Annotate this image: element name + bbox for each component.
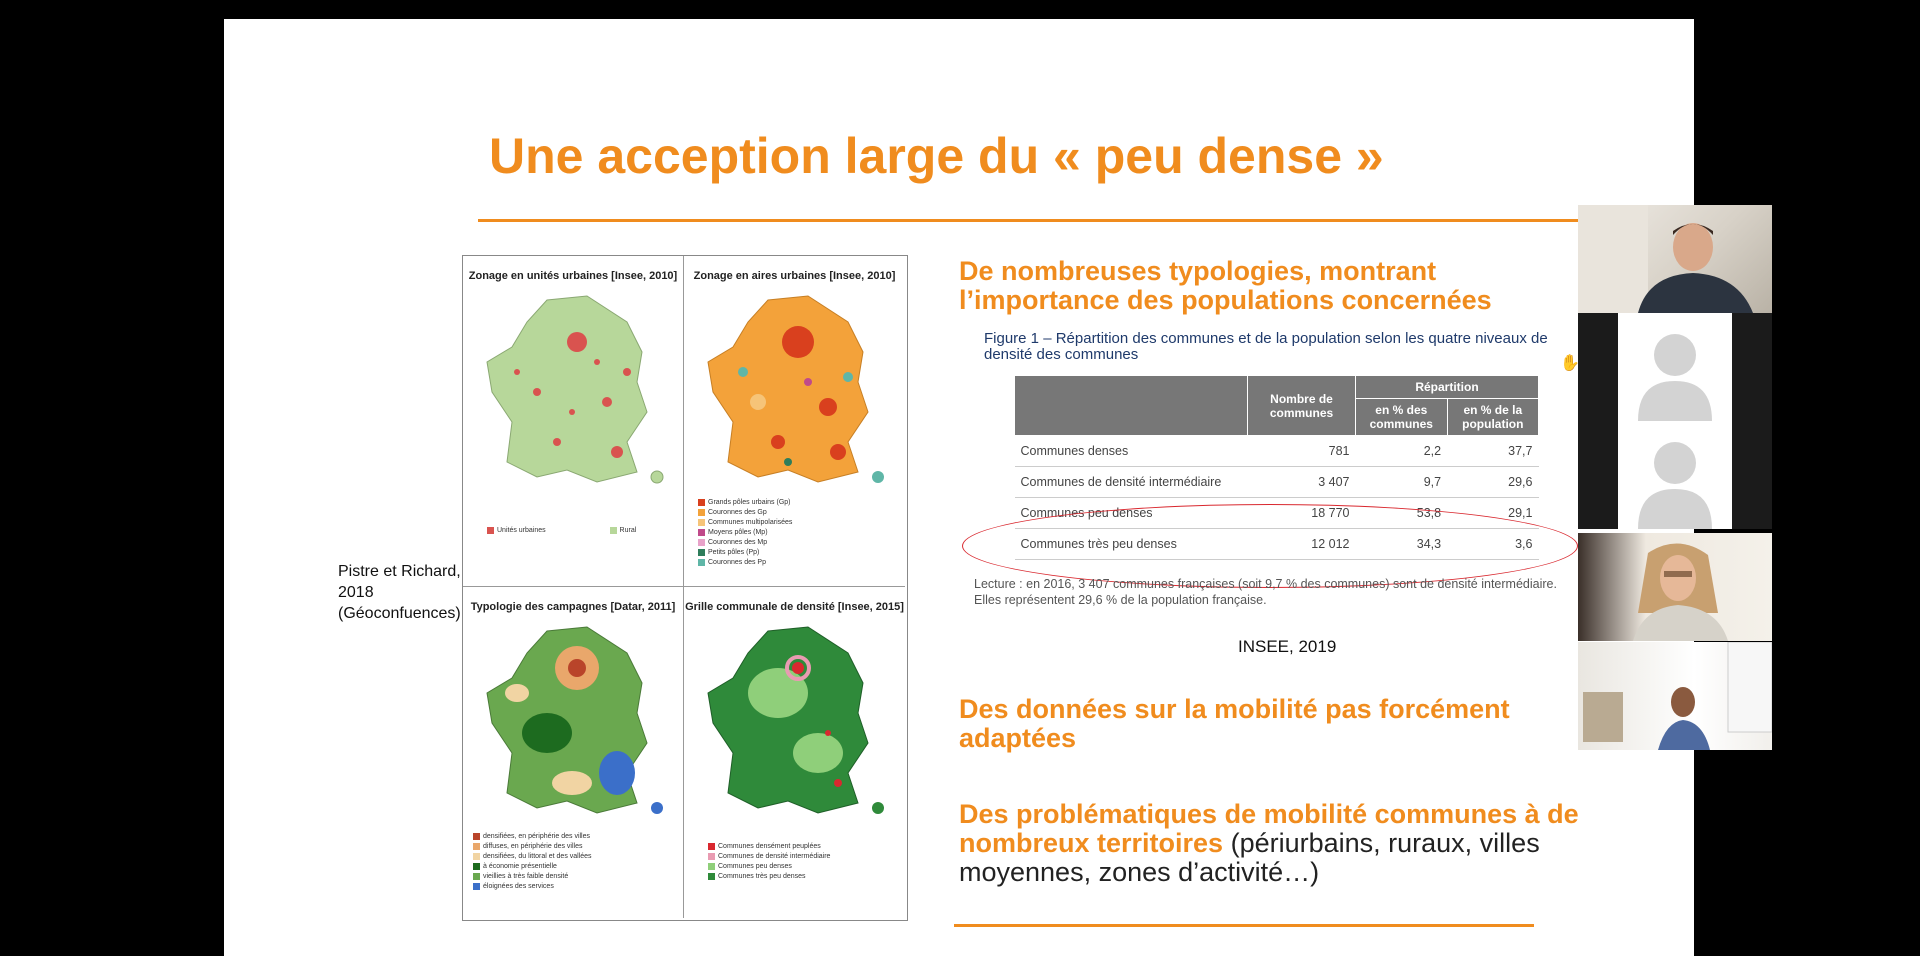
person-video-icon bbox=[1578, 205, 1772, 313]
table-header-pct-population: en % de la population bbox=[1447, 399, 1538, 436]
legend-item: Grands pôles urbains (Gp) bbox=[708, 499, 791, 506]
row-pct-population: 3,6 bbox=[1447, 529, 1538, 560]
table-row bbox=[1015, 467, 1539, 498]
legend-item: Couronnes des Pp bbox=[708, 559, 766, 566]
person-video-icon bbox=[1578, 533, 1772, 641]
legend-item: Unités urbaines bbox=[497, 527, 546, 534]
map-title: Zonage en aires urbaines [Insee, 2010] bbox=[693, 270, 896, 282]
france-map-3 bbox=[477, 623, 672, 823]
legend-item: Communes de densité intermédiaire bbox=[718, 853, 831, 860]
section-heading-donnees: Des données sur la mobilité pas forcément adaptées bbox=[959, 694, 1510, 753]
video-tile-participant-2[interactable] bbox=[1578, 313, 1772, 421]
section-heading-typologies: De nombreuses typologies, montrant l’importance des populations concernées bbox=[959, 256, 1492, 315]
table-source: INSEE, 2019 bbox=[1238, 637, 1337, 656]
table-header-empty bbox=[1015, 376, 1248, 436]
legend-item: vieillies à très faible densité bbox=[483, 873, 569, 880]
france-map-4 bbox=[698, 623, 893, 823]
legend-item: densifiées, en périphérie des villes bbox=[483, 833, 591, 840]
row-pct-communes: 53,8 bbox=[1356, 498, 1448, 529]
map-panel-aires-urbaines bbox=[684, 256, 905, 587]
legend-item: éloignées des services bbox=[483, 883, 554, 890]
row-nombre: 781 bbox=[1248, 436, 1356, 467]
bottom-divider bbox=[954, 924, 1534, 927]
avatar-frame bbox=[1618, 421, 1732, 529]
map-panel-grille-densite bbox=[684, 587, 905, 918]
avatar-placeholder-icon bbox=[1618, 313, 1732, 421]
france-map-2 bbox=[698, 292, 893, 492]
legend-item: Communes densément peuplées bbox=[718, 843, 821, 850]
problematiques-normal: (périurbains, ruraux, villes moyennes, zones d’activité…) bbox=[959, 828, 1540, 887]
video-tile-participant-4[interactable] bbox=[1578, 533, 1772, 641]
legend-item: Moyens pôles (Mp) bbox=[708, 529, 768, 536]
row-pct-communes: 9,7 bbox=[1356, 467, 1448, 498]
row-pct-communes: 34,3 bbox=[1356, 529, 1448, 560]
map-panel-unites-urbaines bbox=[463, 256, 684, 587]
table-header-pct-communes: en % des communes bbox=[1356, 399, 1448, 436]
legend-item: Communes peu denses bbox=[718, 863, 792, 870]
map-legend bbox=[698, 498, 898, 568]
row-pct-population: 29,1 bbox=[1447, 498, 1538, 529]
legend-item: à économie présentielle bbox=[483, 863, 557, 870]
slide-title: Une acception large du « peu dense » bbox=[489, 128, 1384, 184]
problematiques-bold: Des problématiques de mobilité communes à de nombreux territoires bbox=[959, 799, 1579, 858]
maps-citation: Pistre et Richard, 2018 (Géoconfuences) bbox=[338, 563, 461, 622]
legend-item: Couronnes des Mp bbox=[708, 539, 768, 546]
title-divider bbox=[478, 219, 1694, 222]
row-pct-population: 29,6 bbox=[1447, 467, 1538, 498]
map-title: Typologie des campagnes [Datar, 2011] bbox=[470, 601, 676, 613]
table-header-repartition: Répartition bbox=[1356, 376, 1539, 399]
presentation-slide bbox=[224, 19, 1694, 956]
row-label: Communes très peu denses bbox=[1015, 529, 1248, 560]
row-nombre: 3 407 bbox=[1248, 467, 1356, 498]
france-map-1 bbox=[477, 292, 672, 492]
section-heading-problematiques bbox=[959, 800, 1599, 887]
row-label: Communes denses bbox=[1015, 436, 1248, 467]
row-nombre: 18 770 bbox=[1248, 498, 1356, 529]
figure-caption: Figure 1 – Répartition des communes et de la population selon les quatre niveaux de densité des communes bbox=[984, 330, 1548, 363]
map-legend bbox=[708, 842, 898, 882]
legend-item: diffuses, en périphérie des villes bbox=[483, 843, 583, 850]
video-tile-participant-5[interactable] bbox=[1578, 642, 1772, 750]
legend-item: Petits pôles (Pp) bbox=[708, 549, 760, 556]
row-pct-population: 37,7 bbox=[1447, 436, 1538, 467]
legend-item: densifiées, du littoral et des vallées bbox=[483, 853, 592, 860]
row-nombre: 12 012 bbox=[1248, 529, 1356, 560]
map-title: Zonage en unités urbaines [Insee, 2010] bbox=[468, 270, 678, 282]
video-tile-participant-1[interactable] bbox=[1578, 205, 1772, 313]
table-row bbox=[1015, 436, 1539, 467]
row-pct-communes: 2,2 bbox=[1356, 436, 1448, 467]
row-label: Communes peu denses bbox=[1015, 498, 1248, 529]
map-title: Grille communale de densité [Insee, 2015] bbox=[685, 601, 904, 613]
hand-cursor-icon: ✋ bbox=[1560, 355, 1580, 372]
legend-item: Couronnes des Gp bbox=[708, 509, 767, 516]
legend-item: Communes multipolarisées bbox=[708, 519, 793, 526]
avatar-placeholder-icon bbox=[1618, 421, 1732, 529]
legend-item: Rural bbox=[619, 527, 637, 534]
map-legend bbox=[473, 832, 673, 892]
legend-item: Communes très peu denses bbox=[718, 873, 806, 880]
table-header-nombre: Nombre de communes bbox=[1248, 376, 1356, 436]
map-legend bbox=[487, 526, 636, 536]
row-label: Communes de densité intermédiaire bbox=[1015, 467, 1248, 498]
table-lecture-note: Lecture : en 2016, 3 407 communes françaises (soit 9,7 % des communes) sont de densité intermédiaire. Elles représentent 29,6 % de la population française. bbox=[974, 577, 1557, 607]
person-video-icon bbox=[1578, 642, 1772, 750]
map-panel-typologie-campagnes bbox=[463, 587, 684, 918]
maps-figure bbox=[462, 255, 908, 921]
video-tile-participant-3[interactable] bbox=[1578, 421, 1772, 529]
avatar-frame bbox=[1618, 313, 1732, 421]
